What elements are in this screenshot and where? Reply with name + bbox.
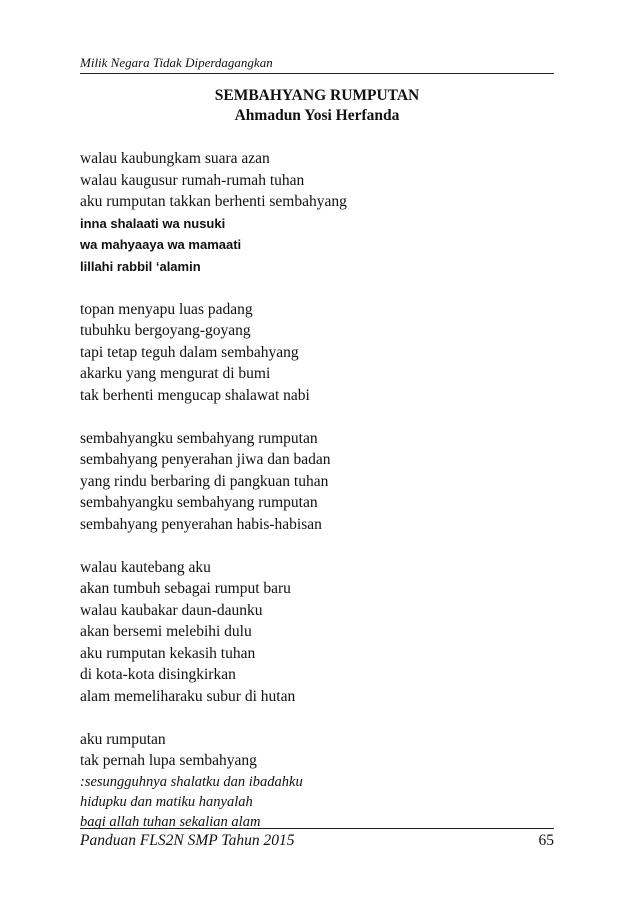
poem-line: tubuhku bergoyang-goyang bbox=[80, 322, 251, 339]
poem-line: sembahyangku sembahyang rumputan bbox=[80, 494, 318, 511]
poem-line: tak berhenti mengucap shalawat nabi bbox=[80, 386, 310, 404]
poem-line: aku rumputan kekasih tuhan bbox=[80, 644, 256, 662]
page-header bbox=[80, 54, 554, 74]
header-text: Milik Negara Tidak Diperdagangkan bbox=[80, 55, 273, 70]
poem-line: akarku yang mengurat di bumi bbox=[80, 365, 271, 382]
stanza-gap bbox=[80, 406, 554, 428]
poem-title: SEMBAHYANG RUMPUTAN bbox=[214, 87, 420, 104]
stanza-3 bbox=[80, 428, 554, 536]
poem-line: sembahyang penyerahan jiwa dan badan bbox=[80, 451, 331, 468]
stanza-gap bbox=[80, 535, 554, 557]
stanza-4 bbox=[80, 557, 554, 708]
stanza-5 bbox=[80, 729, 554, 832]
poem-line: tapi tetap teguh dalam sembahyang bbox=[80, 343, 299, 361]
poem-body bbox=[80, 148, 554, 832]
title-block bbox=[80, 86, 554, 126]
poem-line: yang rindu berbaring di pangkuan tuhan bbox=[80, 472, 329, 490]
stanza-gap bbox=[80, 707, 554, 729]
poem-line-italic: bagi allah tuhan sekalian alam bbox=[80, 813, 261, 830]
poem-line: tak pernah lupa sembahyang bbox=[80, 752, 257, 769]
poem-line: aku rumputan bbox=[80, 730, 166, 748]
stanza-2 bbox=[80, 299, 554, 407]
poem-line-transliteration: wa mahyaaya wa mamaati bbox=[80, 237, 242, 252]
poem-line: di kota-kota disingkirkan bbox=[80, 666, 236, 683]
poem-line-italic: hidupku dan matiku hanyalah bbox=[80, 793, 253, 810]
page-footer bbox=[80, 828, 554, 851]
poem-line: walau kaugusur rumah-rumah tuhan bbox=[80, 171, 305, 189]
footer-text: Panduan FLS2N SMP Tahun 2015 bbox=[80, 832, 295, 849]
poem-line: akan bersemi melebihi dulu bbox=[80, 623, 252, 640]
page-number: 65 bbox=[538, 832, 554, 849]
poem-line: sembahyangku sembahyang rumputan bbox=[80, 429, 318, 447]
poem-line: walau kautebang aku bbox=[80, 558, 211, 576]
poem-line: walau kaubungkam suara azan bbox=[80, 150, 270, 167]
poem-line: walau kaubakar daun-daunku bbox=[80, 601, 263, 619]
stanza-gap bbox=[80, 277, 554, 299]
poem-author: Ahmadun Yosi Herfanda bbox=[234, 107, 400, 124]
poem-line-transliteration: inna shalaati wa nusuki bbox=[80, 215, 226, 231]
stanza-1 bbox=[80, 148, 554, 277]
poem-line: sembahyang penyerahan habis-habisan bbox=[80, 515, 322, 533]
poem-line-italic: :sesungguhnya shalatku dan ibadahku bbox=[80, 773, 303, 790]
poem-line: aku rumputan takkan berhenti sembahyang bbox=[80, 193, 347, 210]
poem-line: alam memeliharaku subur di hutan bbox=[80, 687, 296, 705]
poem-line-transliteration: lillahi rabbil ‘alamin bbox=[80, 258, 201, 274]
poem-line: topan menyapu luas padang bbox=[80, 300, 253, 318]
poem-line: akan tumbuh sebagai rumput baru bbox=[80, 580, 291, 597]
